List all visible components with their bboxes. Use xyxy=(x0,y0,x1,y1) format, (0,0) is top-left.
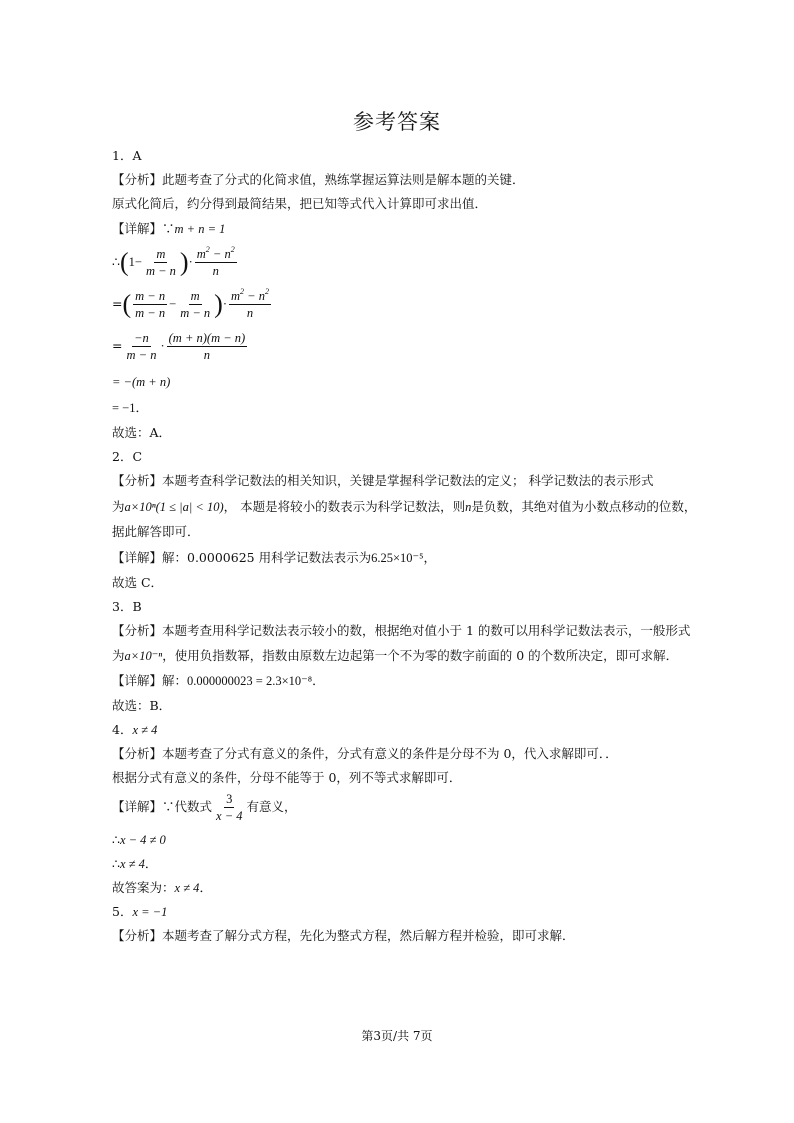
page-title: 参考答案 xyxy=(353,110,441,134)
q3-choice: 故选：B． xyxy=(112,698,172,713)
q1-choice: 故选：A． xyxy=(112,425,172,440)
q2-choice: 故选 C． xyxy=(112,575,164,590)
q1-step-4: = −(m + n) xyxy=(112,375,171,389)
q2-analysis-3: 据此解答即可． xyxy=(112,524,200,539)
q4-note: 根据分式有意义的条件，分母不能等于 0，列不等式求解即可． xyxy=(112,770,462,785)
page-footer: 第3页/共 7页 xyxy=(361,1029,433,1043)
q3-heading: 3．B xyxy=(112,599,142,614)
q3-analysis-2: 为a×10⁻ⁿ，使用负指数幂，指数由原数左边起第一个不为零的数字前面的 0 的个数所决定，即可求解． xyxy=(112,648,679,663)
q4-step-2: ∴x ≠ 4． xyxy=(112,856,158,871)
q4-answer: 故答案为：x ≠ 4． xyxy=(112,880,212,895)
q4-step-1: ∴x − 4 ≠ 0 xyxy=(112,832,166,847)
q2-detail: 【详解】解：0.0000625 用科学记数法表示为6.25×10⁻⁵， xyxy=(112,550,436,565)
q1-step-5: = −1． xyxy=(112,401,148,415)
q5-heading: 5．x = −1 xyxy=(112,904,168,919)
q1-detail-given: 【详解】∵m + n = 1 xyxy=(112,221,226,236)
q2-analysis-1: 【分析】本题考查科学记数法的相关知识，关键是掌握科学记数法的定义； 科学记数法的表示形式 xyxy=(112,473,654,488)
q1-note: 原式化简后，约分得到最简结果，把已知等式代入计算即可求出值． xyxy=(112,196,488,211)
q2-analysis-2: 为a×10ⁿ(1 ≤ |a| < 10)， 本题是将较小的数表示为科学记数法，则n是负数，其绝对值为小数点移动的位数， xyxy=(112,499,697,514)
q4-analysis: 【分析】本题考查了分式有意义的条件，分式有意义的条件是分母不为 0，代入求解即可．． xyxy=(112,746,618,761)
q1-analysis: 【分析】此题考查了分式的化简求值，熟练掌握运算法则是解本题的关键． xyxy=(112,172,525,187)
q1-step-2: =( $\frac{m - n}{m - n}$ − $\frac{m}{m - n}$ )· $\frac{m^2 - n^2}{n}$ xyxy=(112,287,269,320)
q3-analysis-1: 【分析】本题考查用科学记数法表示较小的数，根据绝对值小于 1 的数可以用科学记数法表示，一般形式 xyxy=(112,623,691,638)
q1-step-3: = $\frac{-n}{m - n}$ · $\frac{(m + n)(m - n)}{n}$ xyxy=(112,331,246,362)
q4-heading: 4．x ≠ 4 xyxy=(112,722,158,737)
q4-detail: 【详解】∵代数式 $\frac{3}{x - 4}$ 有意义， xyxy=(112,792,297,823)
q1-step-1: ∴(1− $\frac{m}{m - n}$ )· $\frac{m^2 - n^2}{n}$ xyxy=(112,245,235,278)
q1-heading: 1．A xyxy=(112,148,142,163)
q2-heading: 2．C xyxy=(112,449,143,464)
q5-analysis: 【分析】本题考查了解分式方程，先化为整式方程，然后解方程并检验，即可求解． xyxy=(112,928,575,943)
q3-detail: 【详解】解：0.000000023 = 2.3×10⁻⁸． xyxy=(112,673,325,688)
